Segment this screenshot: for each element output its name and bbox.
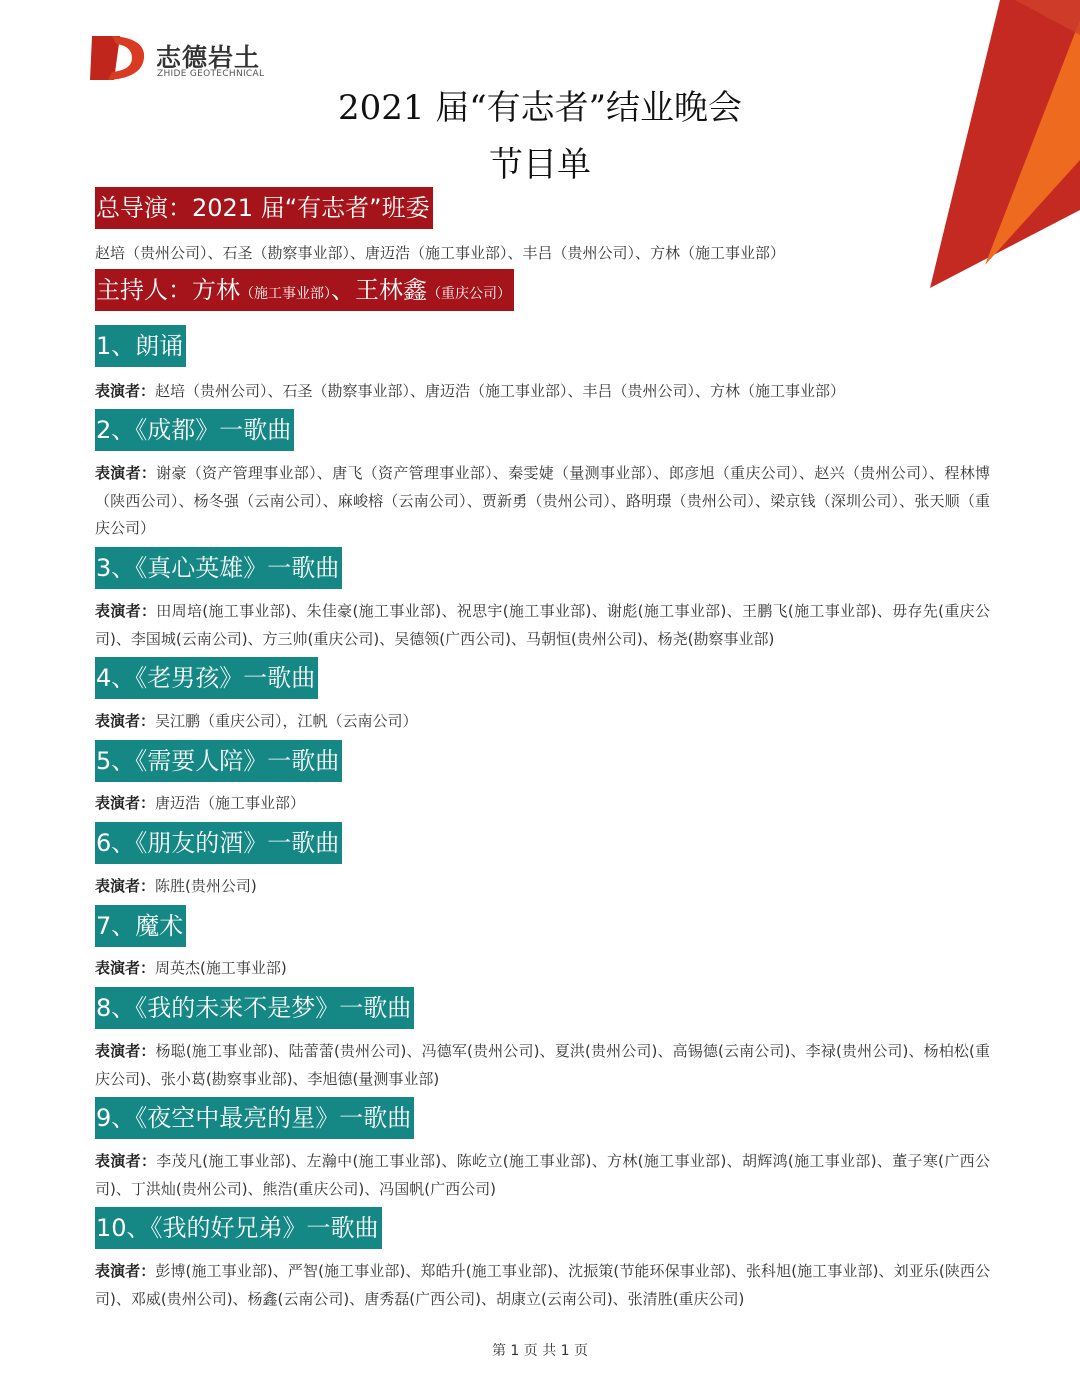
program-performers-9: 表演者：李茂凡(施工事业部)、左瀚中(施工事业部)、陈屹立(施工事业部)、方林(施工事业部)、胡辉鸿(施工事业部)、董子寒(广西公司)、丁洪灿(贵州公司)、熊浩(重庆公司)、冯国帆(广西公司)	[95, 1152, 990, 1198]
host-name-2: 王林鑫	[355, 276, 427, 304]
program-heading-6: 6、《朋友的酒》一歌曲	[95, 822, 342, 864]
program-performers-4: 表演者：吴江鹏（重庆公司），江帆（云南公司）	[95, 712, 418, 730]
performer-label: 表演者：	[95, 1152, 157, 1170]
performer-label: 表演者：	[95, 712, 156, 730]
logo-name-cn: 志德岩土	[156, 43, 261, 72]
program-performers-7: 表演者：周英杰(施工事业部)	[95, 959, 287, 977]
program-performers-5: 表演者：唐迈浩（施工事业部）	[95, 794, 306, 812]
performer-label: 表演者：	[95, 464, 157, 482]
host-dept-1: （施工事业部）	[240, 286, 331, 302]
performer-label: 表演者：	[95, 382, 156, 400]
program-heading-5: 5、《需要人陪》一歌曲	[95, 740, 342, 782]
performer-label: 表演者：	[95, 959, 156, 977]
program-performers-6: 表演者：陈胜(贵州公司)	[95, 877, 257, 895]
performer-label: 表演者：	[95, 602, 157, 620]
program-performers-10: 表演者：彭博(施工事业部)、严智(施工事业部)、郑皓升(施工事业部)、沈振策(节能环保事业部)、张科旭(施工事业部)、刘亚乐(陕西公司)、邓威(贵州公司)、杨鑫(云南公司)、唐秀磊(广西公司)、胡康立(云南公司)、张清胜(重庆公司)	[95, 1262, 990, 1308]
logo-mark-icon	[88, 34, 148, 82]
host-separator: 、	[331, 276, 355, 304]
performer-label: 表演者：	[95, 1042, 156, 1060]
host-label: 主持人：	[96, 276, 192, 304]
document-title: 2021 届“有志者”结业晚会	[337, 88, 743, 128]
director-members: 赵培（贵州公司）、石圣（勘察事业部）、唐迈浩（施工事业部）、丰吕（贵州公司）、方林（施工事业部）	[95, 244, 786, 262]
program-performers-8: 表演者：杨聪(施工事业部)、陆蕾蕾(贵州公司)、冯德军(贵州公司)、夏洪(贵州公司)、高锡德(云南公司)、李禄(贵州公司)、杨柏松(重庆公司)、张小葛(勘察事业部)、李旭德(量测事业部)	[95, 1042, 990, 1088]
program-performers-1: 表演者：赵培（贵州公司）、石圣（勘察事业部）、唐迈浩（施工事业部）、丰吕（贵州公司）、方林（施工事业部）	[95, 382, 846, 400]
program-heading-9: 9、《夜空中最亮的星》一歌曲	[95, 1097, 414, 1139]
director-heading: 总导演：2021 届“有志者”班委	[95, 187, 433, 229]
page-number: 第 1 页 共 1 页	[491, 1343, 589, 1359]
host-dept-2: （重庆公司）	[427, 286, 511, 302]
program-heading-2: 2、《成都》一歌曲	[95, 409, 294, 451]
document-subtitle: 节目单	[489, 145, 591, 185]
performer-label: 表演者：	[95, 794, 156, 812]
program-heading-3: 3、《真心英雄》一歌曲	[95, 547, 342, 589]
performer-label: 表演者：	[95, 877, 156, 895]
program-heading-8: 8、《我的未来不是梦》一歌曲	[95, 987, 414, 1029]
program-heading-1: 1、朗诵	[95, 325, 186, 367]
program-heading-4: 4、《老男孩》一歌曲	[95, 657, 318, 699]
host-heading	[95, 269, 514, 311]
program-heading-10: 10、《我的好兄弟》一歌曲	[95, 1207, 382, 1249]
program-heading-7: 7、魔术	[95, 905, 186, 947]
program-performers-2: 表演者：谢豪（资产管理事业部）、唐飞（资产管理事业部）、秦雯婕（量测事业部）、郎彦旭（重庆公司）、赵兴（贵州公司）、程林博（陕西公司）、杨冬强（云南公司）、麻峻榕（云南公司）、贾新勇（贵州公司）、路明璟（贵州公司）、梁京钱（深圳公司）、张天顺（重庆公司）	[95, 464, 990, 537]
logo-name-en: ZHIDE GEOTECHNICAL	[157, 69, 265, 79]
program-performers-3: 表演者：田周培(施工事业部)、朱佳豪(施工事业部)、祝思宇(施工事业部)、谢彪(施工事业部)、王鹏飞(施工事业部)、毋存先(重庆公司)、李国城(云南公司)、方三帅(重庆公司)、吴德领(广西公司)、马朝恒(贵州公司)、杨尧(勘察事业部)	[95, 602, 990, 648]
host-name-1: 方林	[192, 276, 240, 304]
performer-label: 表演者：	[95, 1262, 156, 1280]
